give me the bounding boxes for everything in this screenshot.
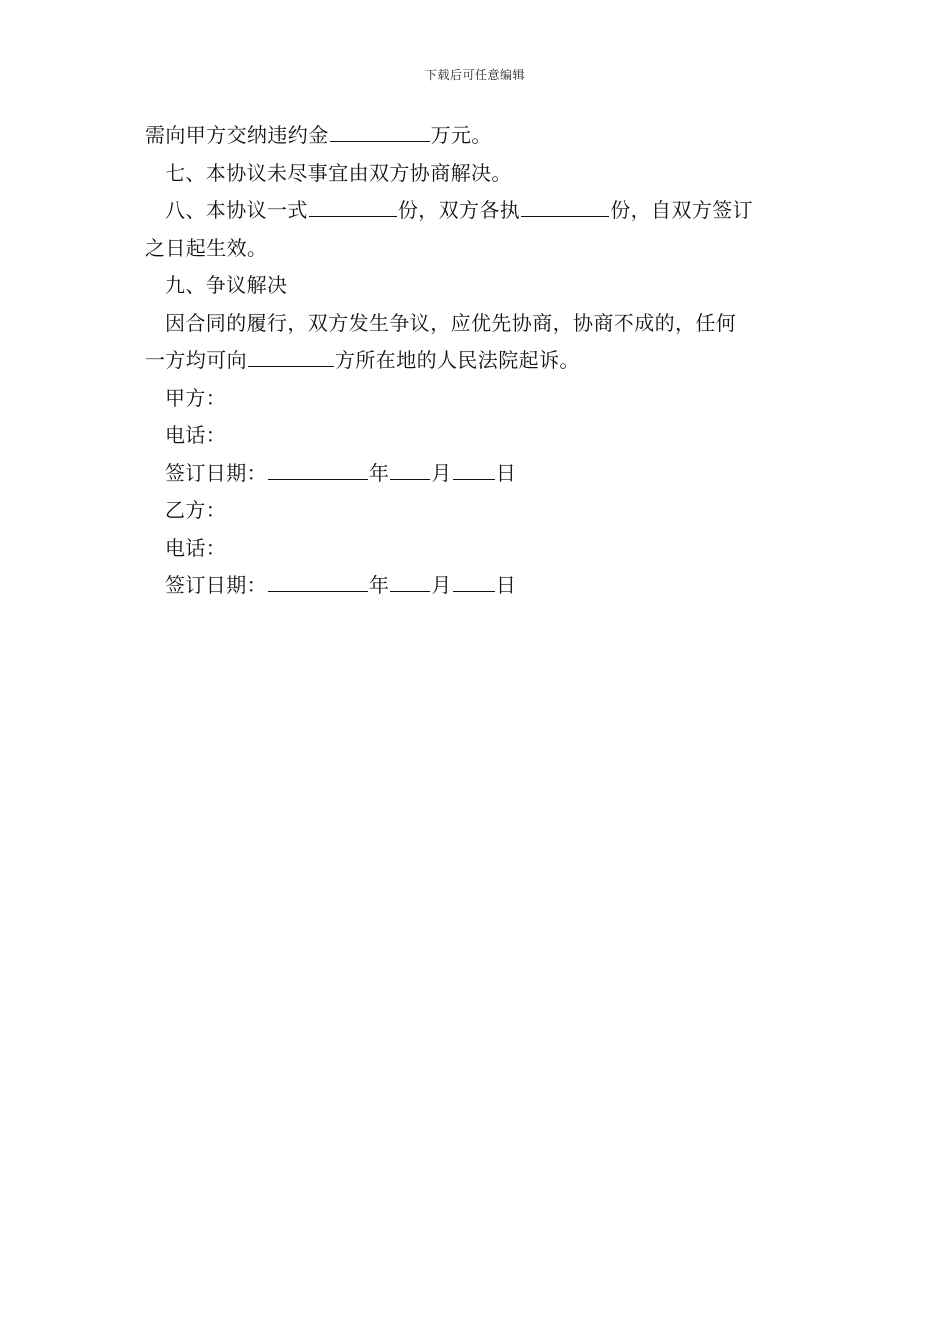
party-a-date-line [145, 455, 805, 493]
party-b-year-label: 年 [369, 573, 390, 597]
clause-nine-heading: 九、争议解决 [165, 273, 288, 297]
clause-nine-before: 一方均可向 [145, 348, 247, 372]
party-b-phone-label: 电话： [165, 535, 227, 560]
party-a-year-blank [268, 459, 368, 480]
party-a-date-label: 签订日期： [165, 460, 267, 485]
party-b-month-blank [390, 571, 430, 592]
party-b-day-label: 日 [495, 573, 517, 597]
clause-eight-part3: 份，自双方签订 [610, 198, 754, 222]
party-a-month-label: 月 [431, 460, 452, 485]
penalty-amount-blank [330, 121, 430, 142]
penalty-text-after: 万元。 [430, 123, 492, 147]
party-a-month-blank [390, 459, 430, 480]
party-b-label: 乙方： [165, 498, 227, 522]
copies-each-blank [521, 196, 609, 217]
court-party-blank [248, 346, 334, 367]
party-a-phone-label: 电话： [165, 423, 227, 447]
party-a-year-label: 年 [369, 460, 390, 485]
clause-nine-line2 [145, 342, 805, 380]
copies-total-blank [309, 196, 397, 217]
party-b-date-label: 签订日期： [165, 573, 267, 597]
clause-eight-part2: 份，双方各执 [397, 198, 521, 222]
clause-seven: 七、本协议未尽事宜由双方协商解决。 [165, 160, 512, 185]
document-body [145, 117, 805, 605]
clause-nine-after: 方所在地的人民法院起诉。 [335, 348, 580, 372]
penalty-text-before: 需向甲方交纳违约金 [145, 123, 329, 147]
party-a-day-blank [453, 459, 495, 480]
party-b-date-line [145, 567, 805, 605]
penalty-clause-line [145, 117, 805, 155]
party-b-month-label: 月 [431, 573, 452, 597]
party-a-day-label: 日 [495, 460, 517, 485]
party-b-day-blank [453, 571, 495, 592]
party-a-label: 甲方： [165, 385, 227, 410]
clause-eight-part1: 八、本协议一式 [165, 198, 308, 222]
party-b-year-blank [268, 571, 368, 592]
clause-eight-line2: 之日起生效。 [145, 235, 268, 260]
clause-eight-segment [165, 192, 753, 230]
clause-eight-line1 [145, 192, 805, 230]
clause-nine-line1: 因合同的履行，双方发生争议，应优先协商，协商不成的，任何 [165, 310, 737, 335]
header-note: 下载后可任意编辑 [424, 68, 525, 82]
